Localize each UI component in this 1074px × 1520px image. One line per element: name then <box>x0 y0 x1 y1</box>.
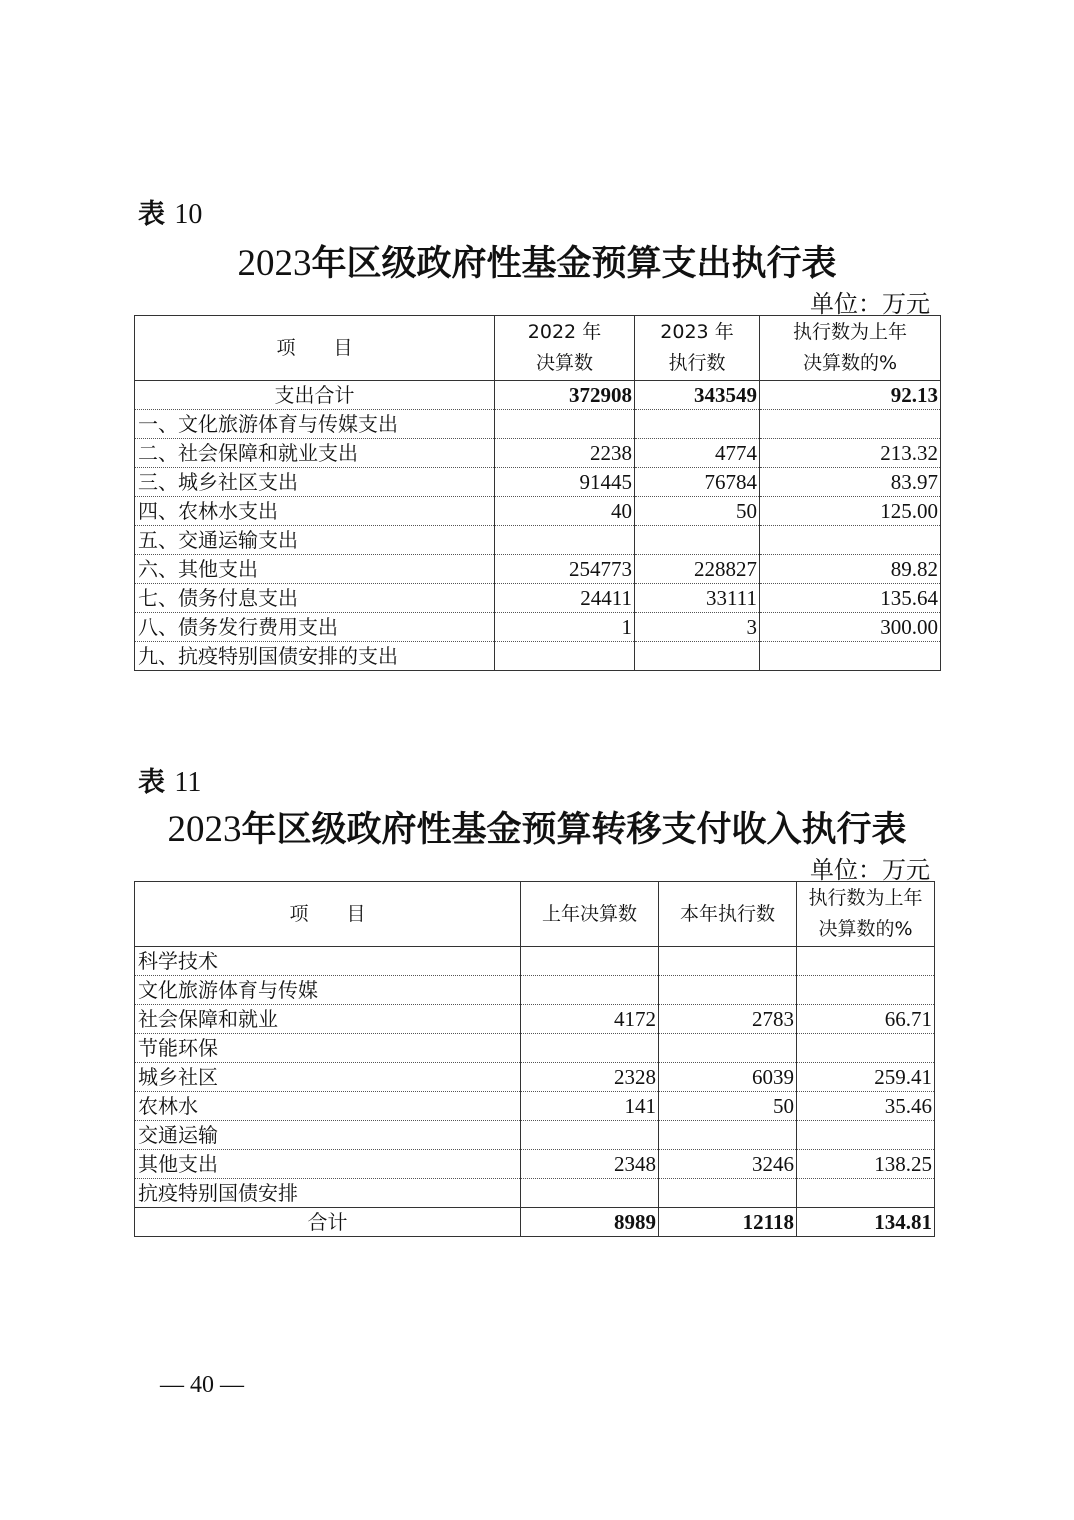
row-value-pct <box>797 947 935 976</box>
row-value-pct <box>797 1034 935 1063</box>
table10-header-item: 项 目 <box>135 316 495 381</box>
row-value-curr <box>659 1034 797 1063</box>
row-value-curr <box>659 1121 797 1150</box>
row-value-curr <box>659 947 797 976</box>
row-value-curr: 12118 <box>659 1208 797 1237</box>
table11-header-col1: 上年决算数 <box>521 882 659 947</box>
table-row <box>135 410 941 439</box>
table-row <box>135 613 941 642</box>
table-row <box>135 439 941 468</box>
table-row <box>135 555 941 584</box>
table10 <box>134 315 941 671</box>
row-name: 五、交通运输支出 <box>135 526 495 555</box>
row-name: 社会保障和就业 <box>135 1005 521 1034</box>
table-row <box>135 1034 935 1063</box>
row-value-2022: 24411 <box>495 584 635 613</box>
row-value-2023: 343549 <box>635 381 760 410</box>
row-value-2022: 372908 <box>495 381 635 410</box>
row-value-prev <box>521 1034 659 1063</box>
table-row <box>135 584 941 613</box>
row-value-curr: 50 <box>659 1092 797 1121</box>
table10-label: 表 10 <box>138 199 203 230</box>
row-value-prev: 8989 <box>521 1208 659 1237</box>
table-row <box>135 1005 935 1034</box>
table11-label: 表 11 <box>138 767 202 798</box>
row-value-pct: 259.41 <box>797 1063 935 1092</box>
table11-header-row <box>135 882 935 947</box>
table11-header-col2: 本年执行数 <box>659 882 797 947</box>
row-value-2023: 3 <box>635 613 760 642</box>
row-value-pct <box>760 642 941 671</box>
row-value-curr: 3246 <box>659 1150 797 1179</box>
table-row <box>135 1150 935 1179</box>
row-value-prev: 141 <box>521 1092 659 1121</box>
table10-header-col1: 2022 年 决算数 <box>495 316 635 381</box>
table-row <box>135 642 941 671</box>
row-value-pct <box>760 410 941 439</box>
table-row <box>135 1092 935 1121</box>
row-name: 交通运输 <box>135 1121 521 1150</box>
row-value-curr <box>659 1179 797 1208</box>
row-value-2023 <box>635 410 760 439</box>
table11-header-col3: 执行数为上年 决算数的% <box>797 882 935 947</box>
table-row <box>135 1121 935 1150</box>
table10-header-col3: 执行数为上年 决算数的% <box>760 316 941 381</box>
row-name: 农林水 <box>135 1092 521 1121</box>
row-value-2022 <box>495 642 635 671</box>
table-row <box>135 381 941 410</box>
row-value-pct: 89.82 <box>760 555 941 584</box>
row-name: 支出合计 <box>135 381 495 410</box>
row-value-pct: 134.81 <box>797 1208 935 1237</box>
row-name: 科学技术 <box>135 947 521 976</box>
table-row <box>135 976 935 1005</box>
row-value-2023: 33111 <box>635 584 760 613</box>
row-value-prev: 4172 <box>521 1005 659 1034</box>
row-name: 七、债务付息支出 <box>135 584 495 613</box>
table10-header-col2: 2023 年 执行数 <box>635 316 760 381</box>
table-row <box>135 526 941 555</box>
row-value-curr: 2783 <box>659 1005 797 1034</box>
table-row <box>135 947 935 976</box>
row-value-2023: 76784 <box>635 468 760 497</box>
table10-header-row <box>135 316 941 381</box>
row-name: 六、其他支出 <box>135 555 495 584</box>
row-value-pct: 83.97 <box>760 468 941 497</box>
row-value-pct: 213.32 <box>760 439 941 468</box>
row-value-prev <box>521 1121 659 1150</box>
table10-title: 2023年区级政府性基金预算支出执行表 <box>237 243 837 284</box>
row-value-pct <box>760 526 941 555</box>
row-name: 三、城乡社区支出 <box>135 468 495 497</box>
row-value-pct <box>797 1179 935 1208</box>
row-value-prev <box>521 1179 659 1208</box>
row-name: 合计 <box>135 1208 521 1237</box>
row-name: 其他支出 <box>135 1150 521 1179</box>
row-value-2023: 228827 <box>635 555 760 584</box>
row-value-pct: 135.64 <box>760 584 941 613</box>
row-name: 一、文化旅游体育与传媒支出 <box>135 410 495 439</box>
row-name: 城乡社区 <box>135 1063 521 1092</box>
table11 <box>134 881 935 1237</box>
row-value-2023 <box>635 642 760 671</box>
row-value-curr: 6039 <box>659 1063 797 1092</box>
row-value-pct: 125.00 <box>760 497 941 526</box>
row-value-2023: 50 <box>635 497 760 526</box>
table10-unit: 单位：万元 <box>810 290 930 318</box>
row-value-pct: 66.71 <box>797 1005 935 1034</box>
row-value-pct: 300.00 <box>760 613 941 642</box>
row-value-pct <box>797 1121 935 1150</box>
row-value-prev: 2328 <box>521 1063 659 1092</box>
row-value-2022: 2238 <box>495 439 635 468</box>
row-value-pct: 35.46 <box>797 1092 935 1121</box>
table-row <box>135 497 941 526</box>
row-value-curr <box>659 976 797 1005</box>
table11-header-item: 项 目 <box>135 882 521 947</box>
row-name: 文化旅游体育与传媒 <box>135 976 521 1005</box>
row-name: 八、债务发行费用支出 <box>135 613 495 642</box>
row-name: 四、农林水支出 <box>135 497 495 526</box>
row-value-2022: 254773 <box>495 555 635 584</box>
row-value-2022: 91445 <box>495 468 635 497</box>
row-value-2022 <box>495 526 635 555</box>
row-value-2023: 4774 <box>635 439 760 468</box>
table-row <box>135 1063 935 1092</box>
row-value-prev <box>521 976 659 1005</box>
table-row <box>135 1208 935 1237</box>
table-row <box>135 1179 935 1208</box>
table-row <box>135 468 941 497</box>
row-name: 九、抗疫特别国债安排的支出 <box>135 642 495 671</box>
row-value-pct: 92.13 <box>760 381 941 410</box>
row-value-2022: 1 <box>495 613 635 642</box>
row-value-pct <box>797 976 935 1005</box>
row-value-prev: 2348 <box>521 1150 659 1179</box>
row-name: 二、社会保障和就业支出 <box>135 439 495 468</box>
page-number: — 40 — <box>160 1372 244 1398</box>
row-value-2022 <box>495 410 635 439</box>
row-value-pct: 138.25 <box>797 1150 935 1179</box>
row-name: 抗疫特别国债安排 <box>135 1179 521 1208</box>
row-value-2022: 40 <box>495 497 635 526</box>
row-value-prev <box>521 947 659 976</box>
table11-unit: 单位：万元 <box>810 856 930 884</box>
row-name: 节能环保 <box>135 1034 521 1063</box>
table11-title: 2023年区级政府性基金预算转移支付收入执行表 <box>167 809 907 850</box>
row-value-2023 <box>635 526 760 555</box>
